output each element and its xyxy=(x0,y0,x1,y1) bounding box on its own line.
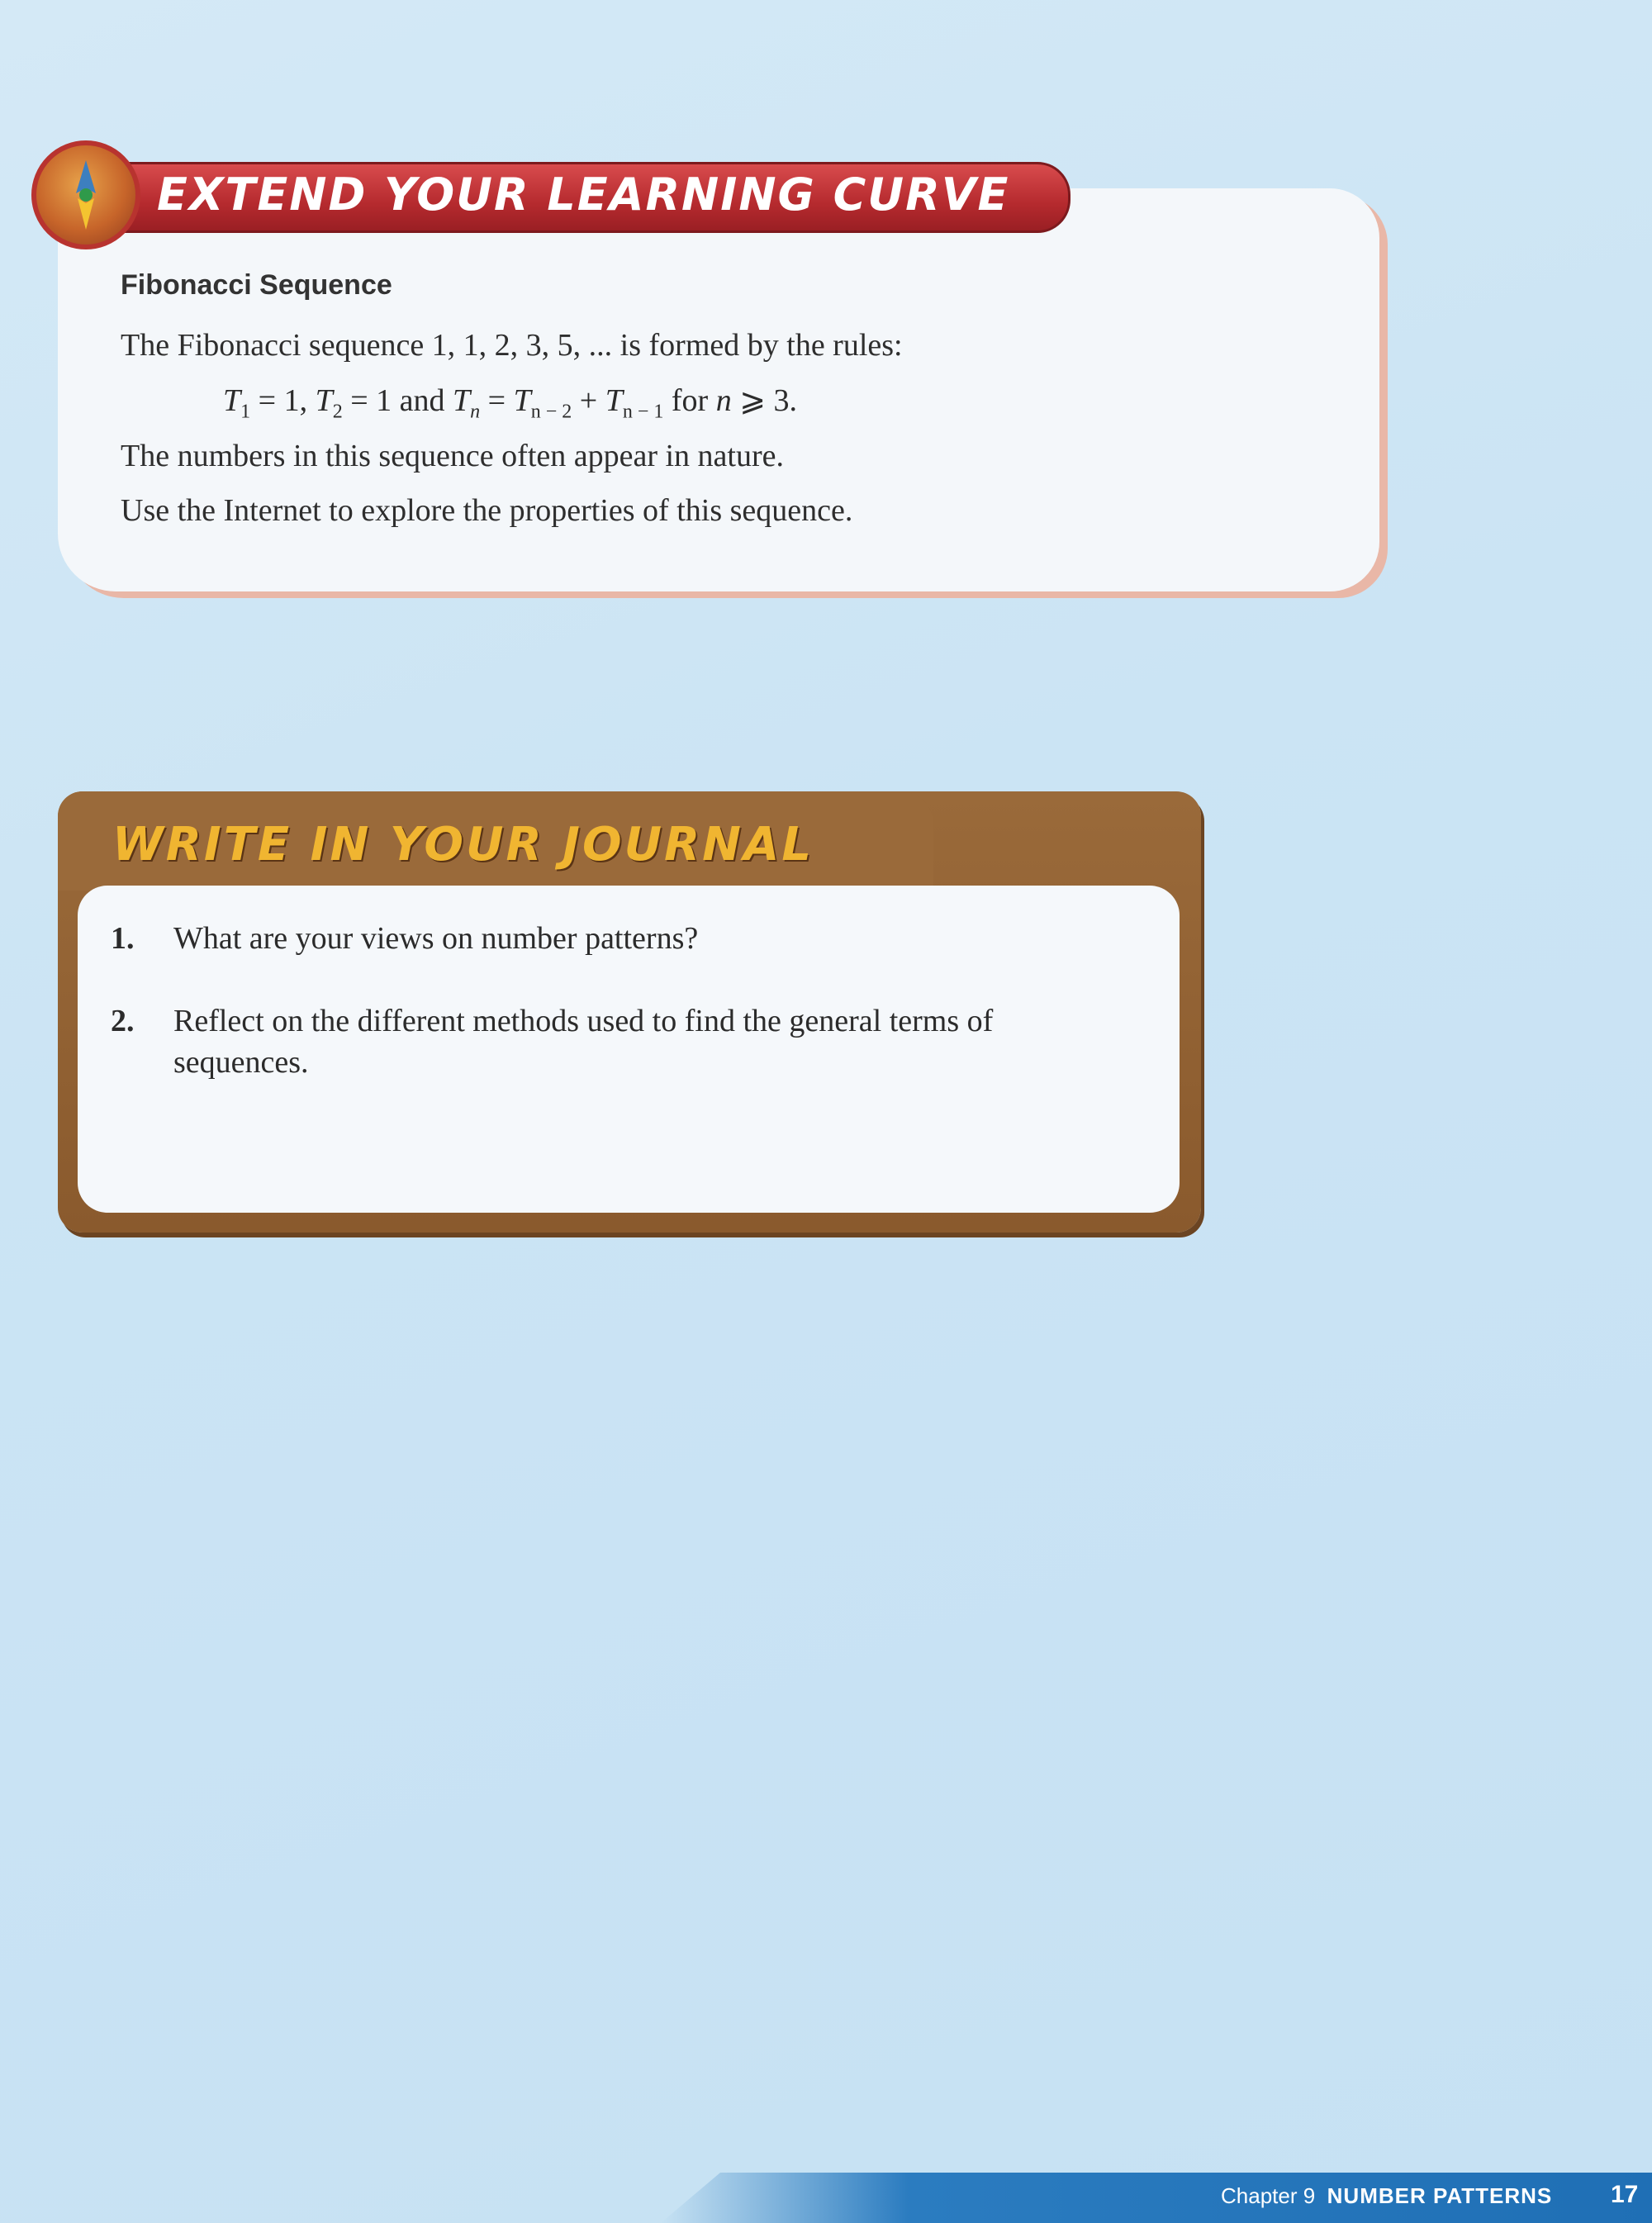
compass-arrow-icon xyxy=(31,140,140,249)
item-text-continued: sequences. xyxy=(173,1045,309,1080)
journal-item xyxy=(111,1003,135,1039)
internet-text: Use the Internet to explore the properties of this sequence. xyxy=(121,493,853,528)
intro-text: The Fibonacci sequence 1, 1, 2, 3, 5, ... is formed by the rules: xyxy=(121,328,903,363)
page-number: 17 xyxy=(1611,2181,1639,2208)
chapter-label: Chapter 9 xyxy=(1221,2183,1316,2208)
item-number: 2. xyxy=(111,1004,135,1038)
fibonacci-formula: $T_1 = 1$, $T_2 = 1$ and $T_n = T_{n - 2} + T_{n - 1}$ for n ⩾ 3. xyxy=(223,383,798,423)
nature-text: The numbers in this sequence often appear in nature. xyxy=(121,439,784,473)
footer-chapter xyxy=(1221,2183,1552,2209)
journal-item xyxy=(111,920,135,957)
section-heading: Fibonacci Sequence xyxy=(121,269,392,301)
item-text: What are your views on number patterns? xyxy=(173,921,699,956)
extend-title: EXTEND YOUR LEARNING CURVE xyxy=(157,169,1010,221)
item-text: Reflect on the different methods used to find the general terms of xyxy=(173,1004,994,1038)
journal-title: WRITE IN YOUR JOURNAL xyxy=(112,818,814,872)
item-number: 1. xyxy=(111,921,135,956)
chapter-title: NUMBER PATTERNS xyxy=(1327,2183,1553,2208)
